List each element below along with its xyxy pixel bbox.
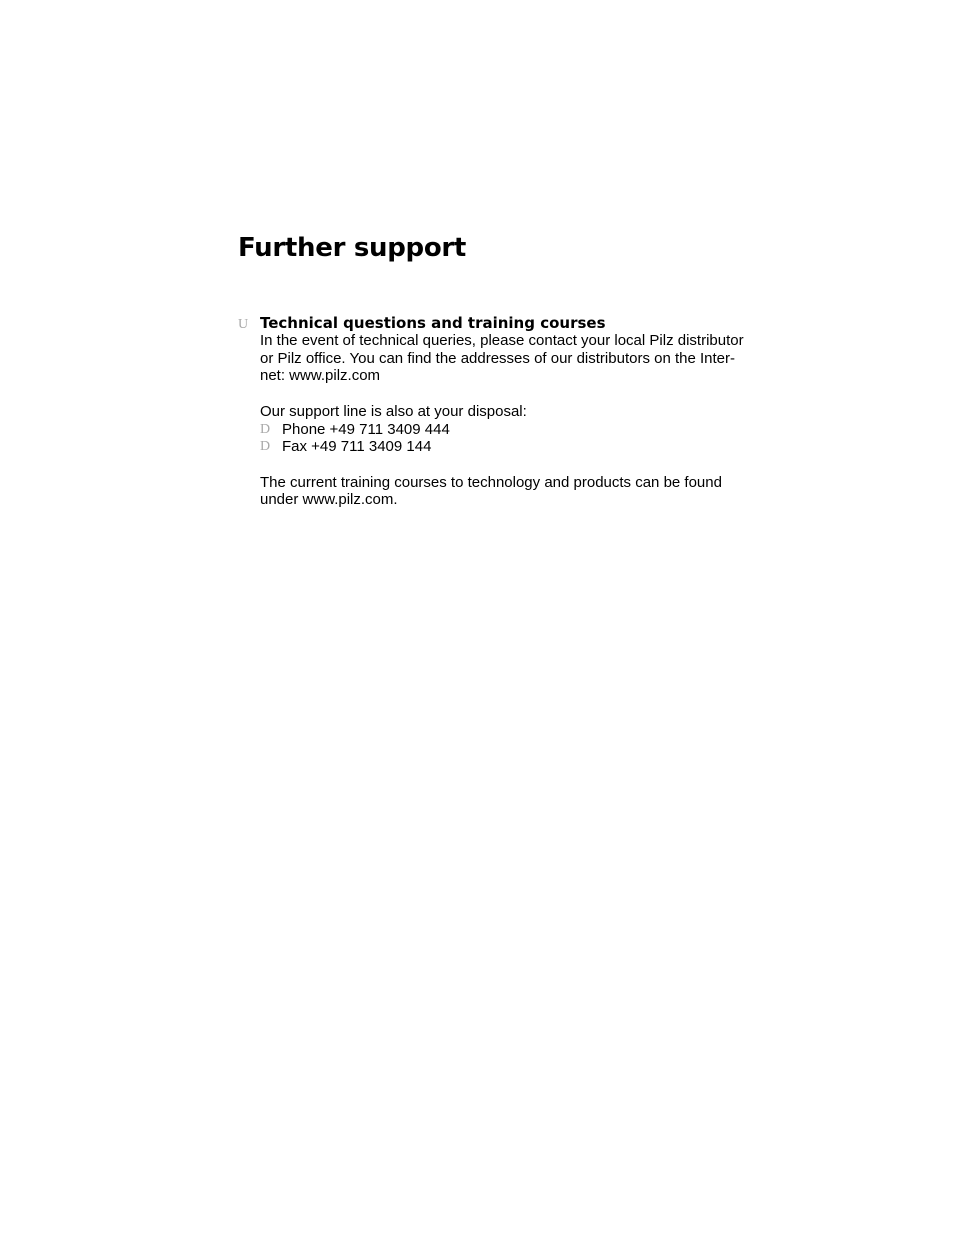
section-heading: Technical questions and training courses bbox=[260, 314, 606, 332]
training-line: under www.pilz.com. bbox=[260, 491, 398, 509]
intro-line: net: www.pilz.com bbox=[260, 367, 381, 385]
contact-item-phone bbox=[260, 421, 778, 439]
intro-line: or Pilz office. You can find the addresses of our distributors on the Inter- bbox=[260, 349, 735, 367]
fax-text: Fax +49 711 3409 144 bbox=[282, 438, 432, 456]
section-bullet-icon: U bbox=[238, 317, 249, 332]
section-content bbox=[260, 314, 778, 509]
phone-text: Phone +49 711 3409 444 bbox=[282, 420, 450, 438]
list-bullet-icon: D bbox=[260, 439, 271, 455]
contact-item-fax bbox=[260, 438, 778, 456]
training-line: The current training courses to technology and products can be found bbox=[260, 473, 722, 491]
list-bullet-icon: D bbox=[260, 421, 271, 437]
support-line-text: Our support line is also at your disposal: bbox=[260, 402, 527, 420]
intro-paragraph bbox=[260, 332, 778, 385]
intro-line: In the event of technical queries, please contact your local Pilz distributor bbox=[260, 332, 744, 349]
support-section bbox=[238, 314, 778, 509]
training-paragraph bbox=[260, 474, 778, 509]
page-title: Further support bbox=[238, 233, 467, 263]
